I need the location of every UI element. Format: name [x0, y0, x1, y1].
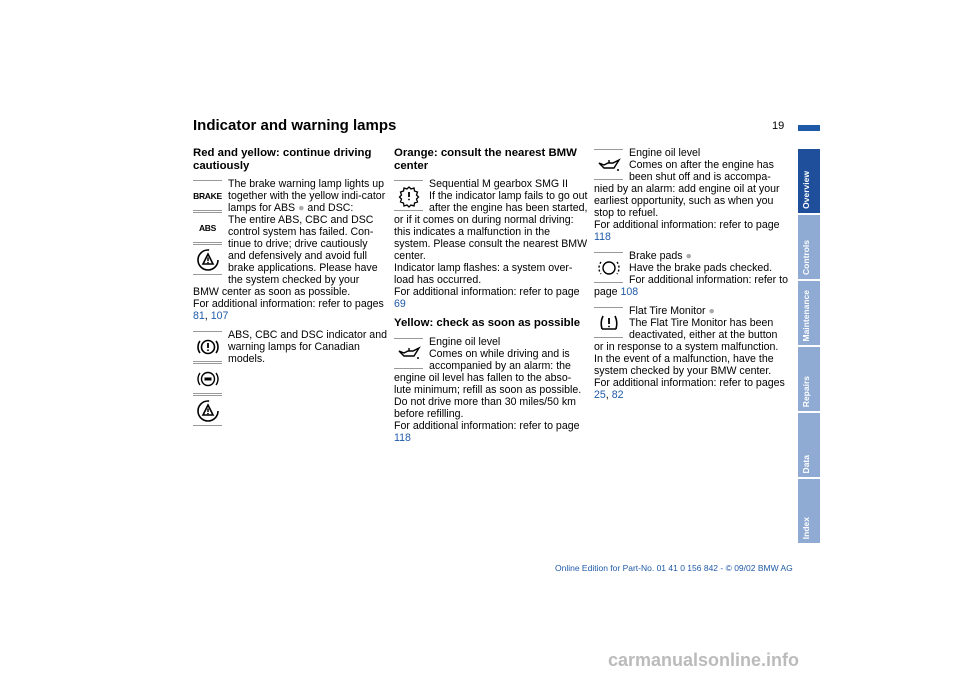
tab-controls[interactable]: Controls — [798, 215, 820, 279]
page-link-82[interactable]: 82 — [611, 389, 624, 401]
abs-circle-icon — [193, 363, 222, 394]
column-1 — [193, 147, 387, 434]
section-heading-red-yellow: Red and yellow: continue driving cautiously — [193, 147, 372, 172]
section-heading-yellow: Yellow: check as soon as possible — [394, 317, 581, 329]
page-number-bar — [798, 125, 820, 131]
abs-failure-text: The entire ABS, CBC and DSC control system has failed. Con-tinue to drive; drive cautiously and defensively and avoid full brake applications. Please have the system checked by your BMW center as soon as possible. — [193, 214, 378, 298]
page-title: Indicator and warning lamps — [193, 117, 397, 134]
icon-stack — [594, 252, 624, 284]
oil-can-icon — [594, 149, 623, 180]
brake-pads-block: Brake pads ● Have the brake pads checked. For additional information: refer to page 108 — [594, 250, 788, 298]
icon-stack — [394, 338, 424, 370]
canadian-lamps-text: ABS, CBC and DSC indicator and warning lamps for Canadian models. — [228, 329, 387, 365]
oil-level-driving-block: Engine oil level Comes on while driving and is accompanied by an alarm: the engine oil level has fallen to the abso-lute minimum; refill as soon as possible. Do not drive more than 30 miles/50 km before refilling. For additional information: refer to page 118 — [394, 336, 588, 444]
page-link-81[interactable]: 81 — [193, 310, 205, 322]
oil-level-desc: Comes on while driving and is accompanied by an alarm: the engine oil level has fallen to the abso-lute minimum; refill as soon as possible. Do not drive more than 30 miles/50 km before refilling. — [394, 347, 582, 420]
oil-can-icon — [394, 338, 423, 369]
flat-tire-desc: The Flat Tire Monitor has been deactivated, either at the button or in response to a system malfunction. In the event of a malfunction, have the system checked by your BMW center. — [594, 317, 779, 377]
page-link-25[interactable]: 25 — [594, 389, 606, 401]
oil-level-desc: Comes on after the engine has been shut off and is accompa-nied by an alarm: add engine oil at your earliest opportunity, such as when you stop to refuel. — [594, 159, 780, 219]
section-heading-orange: Orange: consult the nearest BMW center — [394, 147, 577, 172]
brake-desc-text: The brake warning lamp lights up together with the yellow indi-cator lamps for ABS — [228, 178, 386, 214]
tab-index[interactable]: Index — [798, 479, 820, 543]
icon-stack — [594, 307, 624, 339]
oil-level-shutoff-block: Engine oil level Comes on after the engine has been shut off and is accompa-nied by an alarm: add engine oil at your earliest opportunity, such as when you stop to refuel. For additional information: refer to page 118 — [594, 147, 788, 243]
smg-block: Sequential M gearbox SMG II If the indicator lamp fails to go out after the engine has been started, or if it comes on during normal driving: this indicates a malfunction in the system. Please consult the nearest BMW center. Indicator lamp flashes: a system over-load has occurred. For additional information: refer to page 69 — [394, 178, 588, 310]
abs-text-icon: ABS — [193, 212, 222, 243]
oil-level-title: Engine oil level — [429, 335, 501, 348]
smg-desc: If the indicator lamp fails to go out after the engine has been started, or if it comes on during normal driving: this indicates a malfunction in the system. Please consult the nearest BMW center. — [394, 190, 588, 262]
flat-tire-title: Flat Tire Monitor — [629, 305, 709, 317]
smg-overload: Indicator lamp flashes: a system over-load has occurred. — [394, 262, 573, 286]
brake-text-icon: BRAKE — [193, 180, 222, 211]
page-link-118[interactable]: 118 — [594, 231, 611, 243]
page-link-108[interactable]: 108 — [620, 286, 639, 298]
brake-abs-block: BRAKE ABS The brake warning lamp lights up together with the yellow indi-cator lamps for ABS ● and DSC: The entire ABS, CBC and DSC control system has failed. Con-tinue to drive; drive cautiously and defensively and avoid full brake applications. Please have the system checked by your BMW center as soon as possible. For additional information: refer to pages 81, 107 — [193, 178, 386, 322]
page-link-69[interactable]: 69 — [394, 298, 406, 310]
brake-pad-icon — [594, 252, 623, 283]
indicator-dot-icon: ● — [298, 202, 305, 214]
tab-repairs[interactable]: Repairs — [798, 347, 820, 411]
tire-pressure-icon — [594, 307, 623, 338]
indicator-dot-icon: ● — [685, 250, 692, 262]
watermark: carmanualsonline.info — [608, 650, 800, 670]
oil-level-title: Engine oil level — [629, 147, 701, 159]
flat-tire-block: Flat Tire Monitor ● The Flat Tire Monitor has been deactivated, either at the button or in response to a system malfunction. In the event of a malfunction, have the system checked by your BMW center. For additional information: refer to pages 25, 82 — [594, 305, 788, 401]
brake-circle-icon — [193, 331, 222, 362]
brake-pads-desc: Have the brake pads checked. — [629, 262, 773, 274]
brake-pads-title: Brake pads — [629, 250, 686, 262]
tab-overview[interactable]: Overview — [798, 149, 820, 213]
tab-maintenance[interactable]: Maintenance — [798, 281, 820, 345]
gearbox-warning-icon — [394, 180, 423, 211]
page-number: 19 — [772, 120, 785, 132]
column-3 — [594, 147, 788, 408]
canadian-lamps-block — [193, 329, 387, 427]
dsc-triangle-icon — [193, 244, 222, 275]
icon-stack — [193, 180, 223, 276]
tab-data[interactable]: Data — [798, 413, 820, 477]
footer-edition-note: Online Edition for Part-No. 01 41 0 156 842 - © 09/02 BMW AG — [555, 563, 793, 573]
icon-stack — [394, 180, 424, 212]
page-link-107[interactable]: 107 — [210, 310, 229, 322]
chapter-tabs — [798, 149, 820, 545]
icon-stack — [193, 331, 223, 427]
indicator-dot-icon: ● — [708, 305, 715, 317]
smg-title: Sequential M gearbox SMG II — [429, 178, 568, 190]
page-link-118[interactable]: 118 — [394, 431, 411, 444]
icon-stack — [594, 149, 624, 181]
dsc-triangle-icon — [193, 395, 222, 426]
column-2 — [394, 147, 588, 451]
